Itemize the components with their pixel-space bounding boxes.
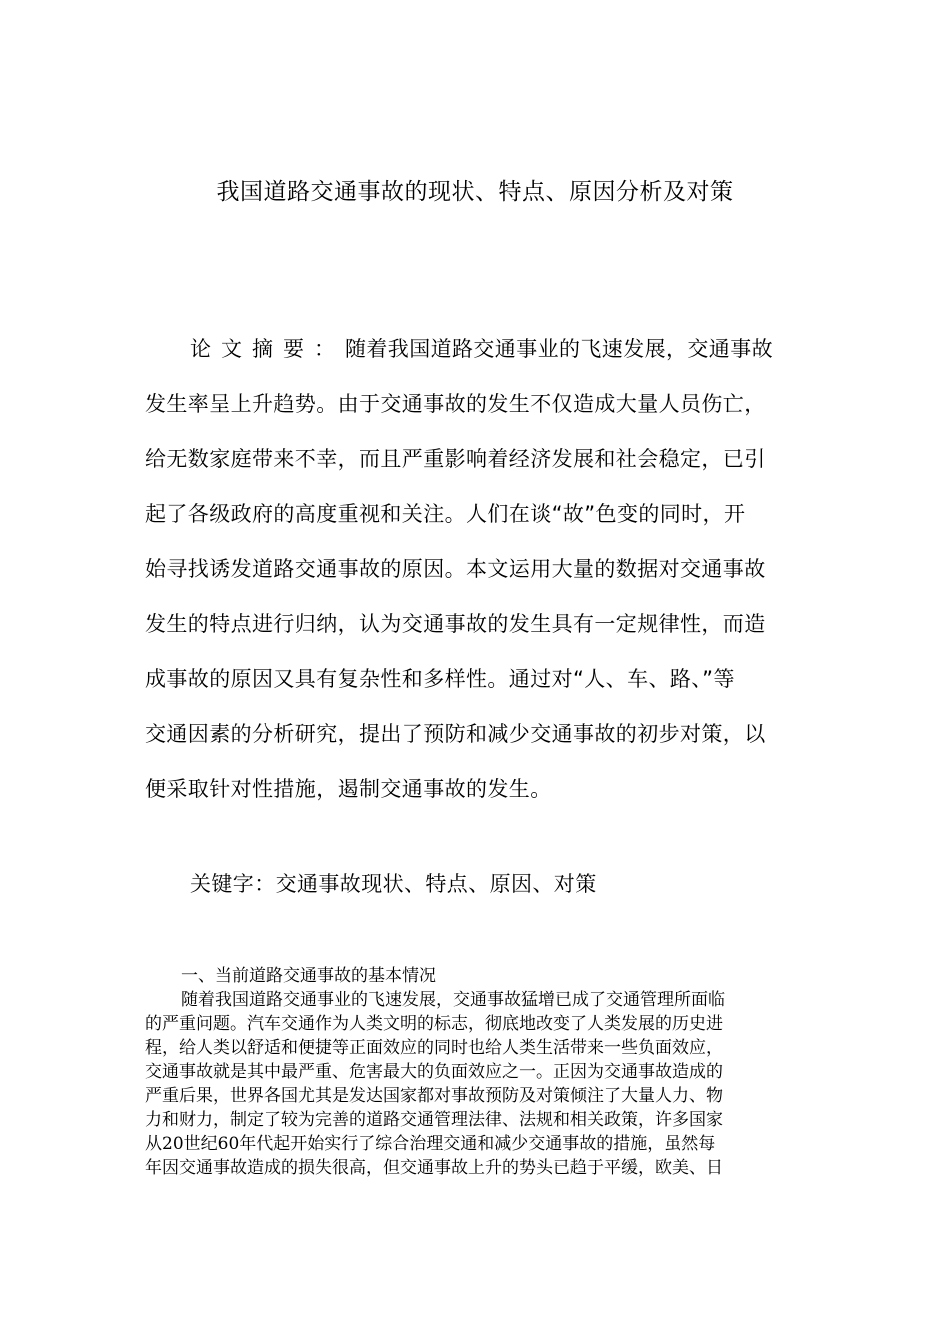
body-line: 力和财力，制定了较为完善的道路交通管理法律、法规和相关政策，许多国家 bbox=[145, 1110, 723, 1130]
section-1 bbox=[145, 964, 805, 1180]
body-line: 程，给人类以舒适和便捷等正面效应的同时也给人类生活带来一些负面效应， bbox=[145, 1038, 723, 1058]
section-1-heading: 一、当前道路交通事故的基本情况 bbox=[181, 966, 436, 986]
abstract-line: 成事故的原因又具有复杂性和多样性。通过对“人、车、路、”等 bbox=[145, 667, 735, 691]
body-line: 年因交通事故造成的损失很高，但交通事故上升的势头已趋于平缓，欧美、日 bbox=[145, 1158, 723, 1178]
keywords: 关键字：交通事故现状、特点、原因、对策 bbox=[190, 872, 597, 896]
abstract-line: 起了各级政府的高度重视和关注。人们在谈“故”色变的同时，开 bbox=[145, 502, 746, 526]
body-line: 从20世纪60年代起开始实行了综合治理交通和减少交通事故的措施，虽然每 bbox=[145, 1134, 716, 1154]
body-line: 的严重问题。汽车交通作为人类文明的标志，彻底地改变了人类发展的历史进 bbox=[145, 1014, 723, 1034]
abstract-line: 交通因素的分析研究，提出了预防和减少交通事故的初步对策，以 bbox=[145, 722, 766, 746]
abstract-line: 发生率呈上升趋势。由于交通事故的发生不仅造成大量人员伤亡， bbox=[145, 392, 766, 416]
body-line: 交通事故就是其中最严重、危害最大的负面效应之一。正因为交通事故造成的 bbox=[145, 1062, 723, 1082]
body-line: 随着我国道路交通事业的飞速发展，交通事故猛增已成了交通管理所面临 bbox=[181, 990, 725, 1010]
abstract-line: 给无数家庭带来不幸，而且严重影响着经济发展和社会稳定，已引 bbox=[145, 447, 766, 471]
abstract-first-line bbox=[145, 322, 805, 377]
abstract-line: 发生的特点进行归纳，认为交通事故的发生具有一定规律性，而造 bbox=[145, 612, 766, 636]
abstract-line: 便采取针对性措施，遏制交通事故的发生。 bbox=[145, 777, 552, 801]
abstract-line: 始寻找诱发道路交通事故的原因。本文运用大量的数据对交通事故 bbox=[145, 557, 766, 581]
abstract-label: 论文摘要： bbox=[190, 337, 345, 361]
body-line: 严重后果，世界各国尤其是发达国家都对事故预防及对策倾注了大量人力、物 bbox=[145, 1086, 723, 1106]
abstract-line: 随着我国道路交通事业的飞速发展，交通事故 bbox=[345, 337, 773, 361]
document-title: 我国道路交通事故的现状、特点、原因分析及对策 bbox=[216, 179, 734, 205]
abstract bbox=[145, 322, 805, 817]
